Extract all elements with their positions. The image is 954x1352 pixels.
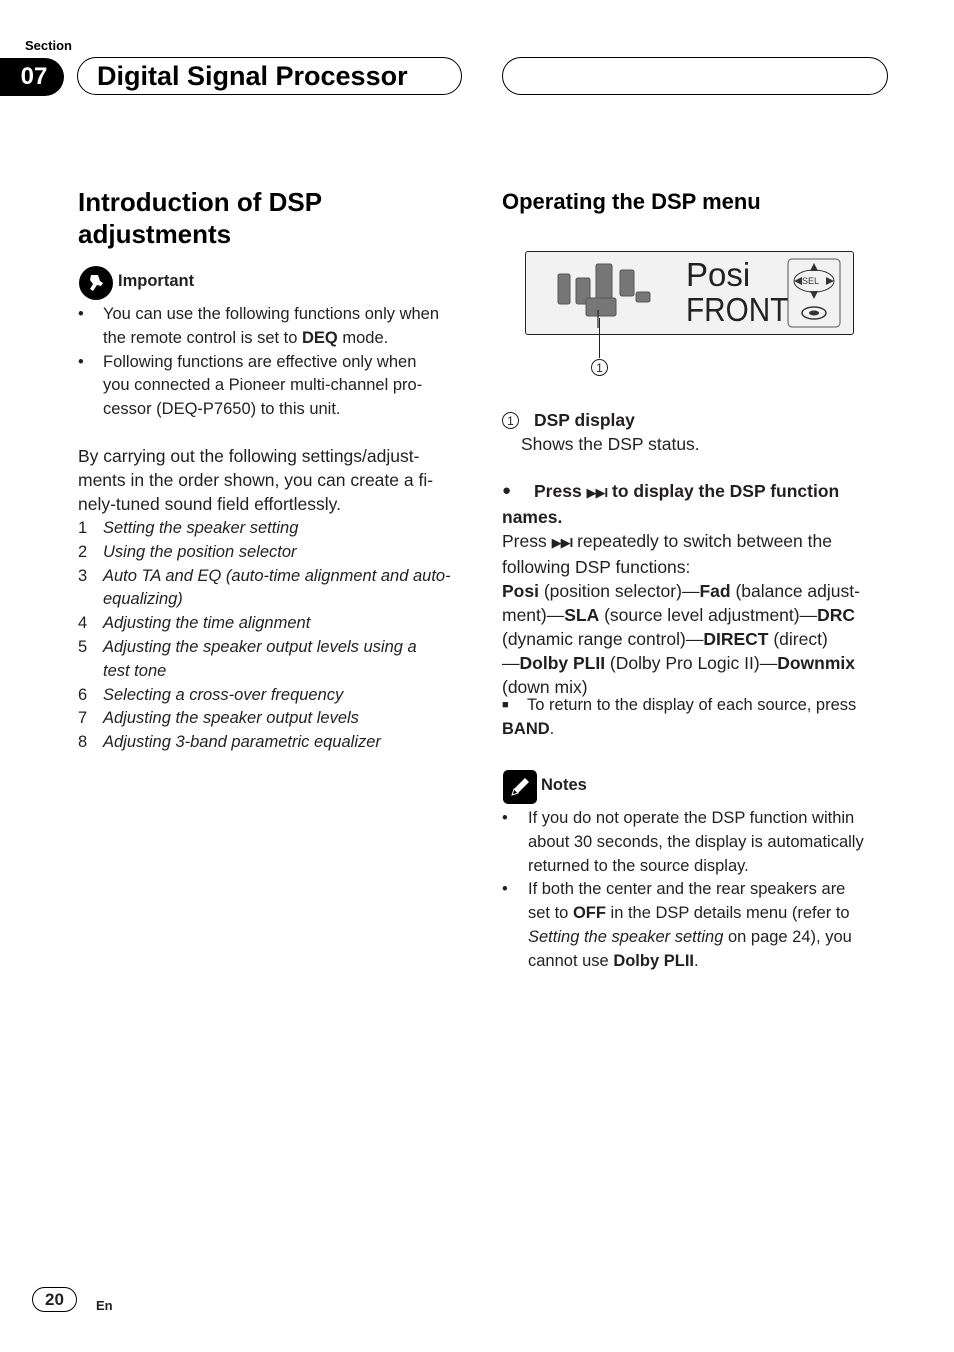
step-text: Auto TA and EQ (auto-time alignment and auto- [103, 566, 451, 585]
note-item [502, 878, 894, 973]
text-run: mode. [337, 328, 389, 347]
step-text: Setting the speaker setting [103, 519, 299, 537]
section-number: 07 [0, 58, 64, 96]
legend-title: DSP display [534, 410, 635, 430]
text-run: Press [502, 531, 552, 551]
important-label: Important [118, 272, 195, 290]
left-heading [78, 186, 322, 250]
text-run: repeatedly to switch between the [572, 531, 832, 551]
fn-dolby: Dolby PLII [519, 653, 606, 673]
step-text: equalizing) [103, 590, 183, 609]
important-item [78, 351, 468, 422]
step-item [78, 541, 470, 565]
text-run: (position selector)— [538, 581, 700, 601]
header-blank-frame [502, 57, 888, 95]
step-bullet: ● [502, 482, 512, 499]
important-item-line: You can use the following functions only when [103, 305, 440, 323]
fn-posi: Posi [502, 581, 539, 601]
note-line: If both the center and the rear speakers are [528, 880, 846, 899]
fn-downmix: Downmix [777, 653, 855, 673]
step-item [78, 707, 470, 731]
bullet: • [502, 880, 508, 899]
step-text: Adjusting the speaker output levels using a [103, 637, 417, 656]
display-line-2: FRONT [686, 291, 789, 328]
step-text: test tone [103, 661, 167, 680]
step-text: Selecting a cross-over frequency [103, 685, 344, 704]
intro-paragraph [78, 444, 468, 516]
step-number: 6 [78, 685, 88, 704]
sel-label: SEL [802, 276, 820, 286]
page-number: 20 [32, 1287, 77, 1312]
step-number: 4 [78, 614, 88, 633]
text-run: (direct) [768, 629, 828, 649]
step-text: Adjusting the speaker output levels [103, 709, 359, 728]
note-line: returned to the source display. [528, 856, 749, 875]
step-text: Using the position selector [103, 542, 297, 561]
step-number: 8 [78, 733, 88, 752]
important-item [78, 303, 468, 351]
text-run: . [693, 951, 699, 970]
off-setting: OFF [572, 904, 606, 923]
step-item [78, 684, 470, 708]
step-item [78, 612, 470, 636]
text-run: the remote control is set to [103, 328, 303, 347]
important-item-line: Following functions are effective only when [103, 352, 417, 371]
step-text: Adjusting 3-band parametric equalizer [103, 733, 381, 752]
language-label: En [96, 1298, 113, 1313]
intro-line: By carrying out the following settings/adjust- [78, 446, 420, 466]
step-number: 1 [78, 519, 88, 537]
important-list [78, 303, 468, 422]
text-run: cannot use [528, 951, 614, 970]
speaker-layout-icon [552, 258, 657, 328]
legend-number: 1 [502, 412, 519, 429]
notes-list [502, 807, 894, 974]
callout-number: 1 [591, 359, 608, 376]
step-item [78, 565, 470, 613]
press-line [502, 529, 892, 555]
note-item [502, 807, 894, 878]
step-number: 7 [78, 709, 88, 728]
callout-line [599, 318, 600, 358]
sel-joystick-icon [786, 257, 842, 329]
text-run: set to [528, 904, 573, 923]
press-line: following DSP functions: [502, 557, 691, 577]
deq-mode: DEQ [302, 328, 338, 347]
text-run: on page 24), you [723, 927, 852, 946]
text-run: Press [534, 481, 587, 501]
next-track-symbol: ▶▶I [586, 485, 608, 500]
page-reference: Setting the speaker setting [528, 927, 724, 946]
step-item [78, 636, 470, 684]
text-run: — [502, 653, 520, 673]
text-run: (balance adjust- [730, 581, 860, 601]
section-title: Digital Signal Processor [97, 61, 408, 91]
band-button-label: BAND [502, 719, 550, 738]
text-run: ment)— [502, 605, 565, 625]
note-line: about 30 seconds, the display is automatically [528, 832, 864, 851]
functions-line [502, 627, 892, 651]
fn-direct: DIRECT [703, 629, 769, 649]
functions-line [502, 579, 892, 603]
step-number: 2 [78, 542, 88, 561]
functions-line [502, 603, 892, 627]
bullet: • [78, 305, 84, 323]
return-note-line [502, 718, 892, 742]
note-line [528, 926, 894, 950]
notes-label: Notes [541, 776, 587, 794]
text-run: (source level adjustment)— [599, 605, 818, 625]
bullet: • [78, 352, 84, 371]
text-run: To return to the display of each source, press [527, 696, 857, 714]
fn-drc: DRC [817, 605, 856, 625]
notes-icon [503, 770, 537, 804]
fn-fad: Fad [699, 581, 731, 601]
section-label: Section [25, 38, 72, 53]
step-number: 5 [78, 637, 88, 656]
left-heading-line1: Introduction of DSP [78, 187, 323, 217]
step-item [78, 731, 470, 755]
fn-sla: SLA [564, 605, 600, 625]
important-item-line: cessor (DEQ-P7650) to this unit. [103, 400, 341, 419]
note-line [528, 950, 894, 974]
step-number: 3 [78, 566, 88, 585]
step-item [78, 517, 470, 541]
intro-line: ments in the order shown, you can create a fi- [78, 470, 434, 490]
next-track-symbol: ▶▶I [551, 535, 573, 550]
step-text: Adjusting the time alignment [103, 614, 311, 633]
important-item-line [103, 327, 468, 351]
text-run: . [549, 719, 555, 738]
square-marker: ■ [502, 699, 509, 711]
text-run: in the DSP details menu (refer to [605, 904, 850, 923]
return-note [502, 694, 892, 742]
important-icon [79, 266, 113, 300]
step-heading-cont: names. [502, 507, 563, 527]
note-line [528, 902, 894, 926]
step-heading [502, 479, 892, 505]
important-item-line: you connected a Pioneer multi-channel pro- [103, 376, 423, 395]
bullet: • [502, 809, 508, 827]
functions-line [502, 651, 892, 675]
text-run: (Dolby Pro Logic II)— [605, 653, 778, 673]
functions-line: (down mix) [502, 677, 588, 697]
intro-line: nely-tuned sound field effortlessly. [78, 494, 341, 514]
return-note-line [502, 694, 892, 718]
note-line: If you do not operate the DSP function within [528, 809, 855, 827]
text-run: (dynamic range control)— [502, 629, 704, 649]
step-instruction [502, 479, 892, 699]
text-run: to display the DSP function [607, 481, 840, 501]
steps-list [78, 517, 470, 755]
dolby-pl2: Dolby PLII [613, 951, 694, 970]
right-heading: Operating the DSP menu [502, 189, 761, 214]
legend-desc: Shows the DSP status. [521, 434, 700, 454]
display-line-1: Posi [686, 256, 751, 293]
left-heading-line2: adjustments [78, 219, 232, 249]
